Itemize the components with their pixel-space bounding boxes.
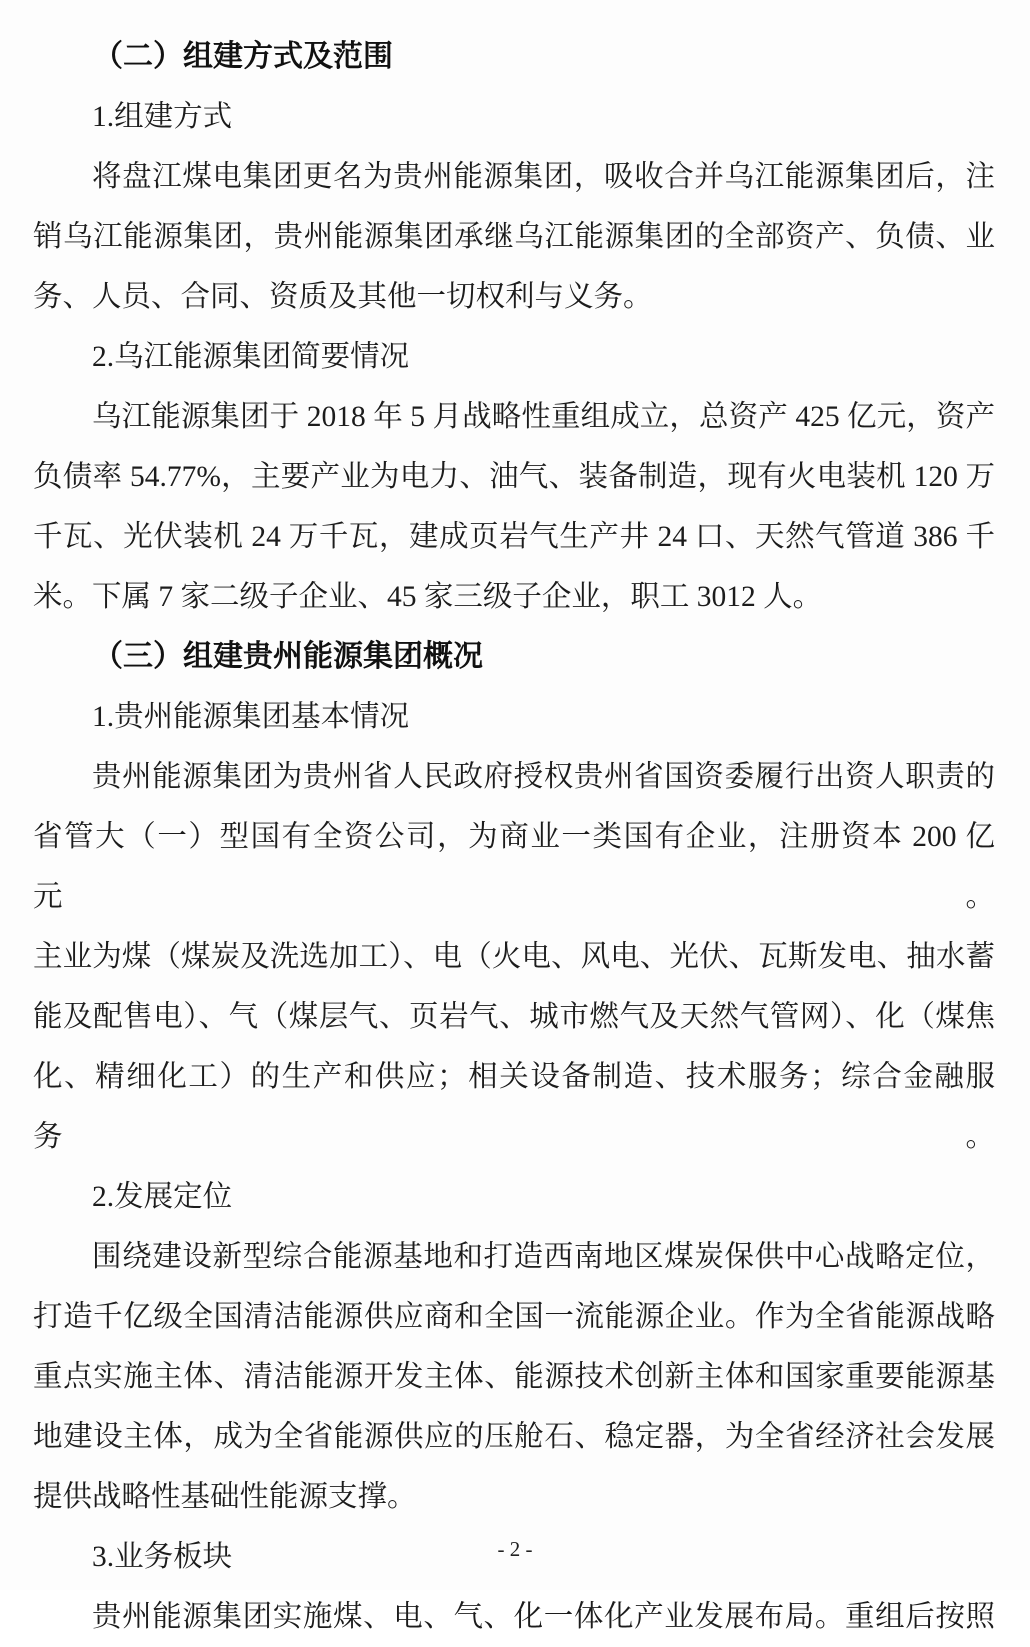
text-line: 务、人员、合同、资质及其他一切权利与义务。 [33,281,653,313]
page-footer [0,1534,1030,1564]
text-line: 能及配售电）、气（煤层气、页岩气、城市燃气及天然气管网）、化（煤焦 [33,1001,995,1033]
sub-heading: 1.组建方式 [92,101,233,133]
text-line: 主业为煤（煤炭及洗选加工）、电（火电、风电、光伏、瓦斯发电、抽水蓄 [33,941,995,973]
sub-heading: 2.乌江能源集团简要情况 [92,341,410,373]
section-heading: （三）组建贵州能源集团概况 [93,640,483,673]
page-number: - 2 - [497,1537,533,1561]
text-line: 将盘江煤电集团更名为贵州能源集团，吸收合并乌江能源集团后，注 [92,161,995,193]
text-line: 打造千亿级全国清洁能源供应商和全国一流能源企业。作为全省能源战略 [33,1301,995,1333]
sub-heading: 3.业务板块 [92,1541,233,1573]
text-line: 销乌江能源集团，贵州能源集团承继乌江能源集团的全部资产、负债、业 [33,221,995,253]
sub-heading: 1.贵州能源集团基本情况 [92,701,410,733]
text-line: 提供战略性基础性能源支撑。 [33,1481,417,1513]
text-line: 化、精细化工）的生产和供应；相关设备制造、技术服务；综合金融服务。 [33,1061,995,1153]
document-content [33,27,995,1647]
text-line: 乌江能源集团于 2018 年 5 月战略性重组成立，总资产 425 亿元，资产 [92,401,995,433]
section-heading: （二）组建方式及范围 [93,40,393,73]
text-line: 负债率 54.77%，主要产业为电力、油气、装备制造，现有火电装机 120 万 [33,461,995,493]
text-line: 贵州能源集团实施煤、电、气、化一体化产业发展布局。重组后按照 [92,1601,995,1633]
text-line: 省管大（一）型国有全资公司，为商业一类国有企业，注册资本 200 亿元。 [33,821,995,913]
sub-heading: 2.发展定位 [92,1181,233,1213]
text-line: 米。下属 7 家二级子企业、45 家三级子企业，职工 3012 人。 [33,581,823,613]
text-line: 贵州能源集团为贵州省人民政府授权贵州省国资委履行出资人职责的 [92,761,995,793]
text-line: 地建设主体，成为全省能源供应的压舱石、稳定器，为全省经济社会发展 [33,1421,995,1453]
text-line: 重点实施主体、清洁能源开发主体、能源技术创新主体和国家重要能源基 [33,1361,995,1393]
text-line: 千瓦、光伏装机 24 万千瓦，建成页岩气生产井 24 口、天然气管道 386 千 [33,521,995,553]
text-line: 围绕建设新型综合能源基地和打造西南地区煤炭保供中心战略定位， [92,1241,995,1273]
